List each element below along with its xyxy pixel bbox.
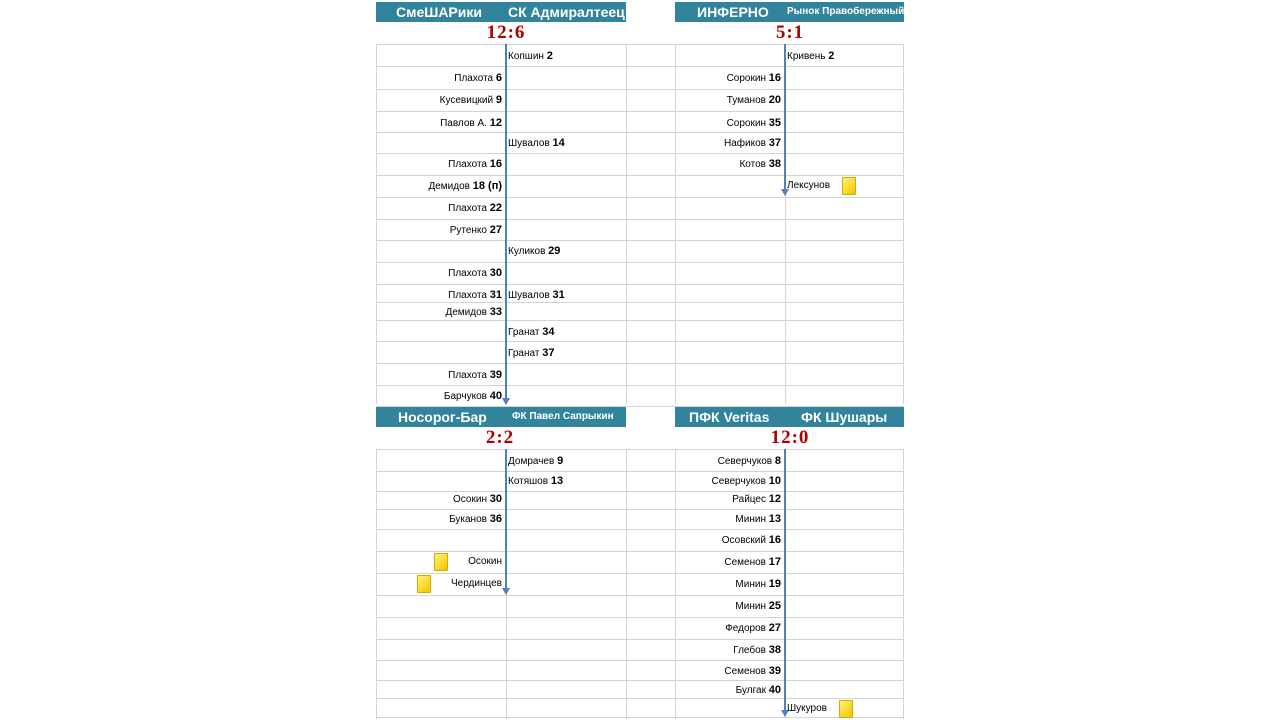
goal-minute: 29 xyxy=(548,245,561,257)
goal-event xyxy=(787,703,827,715)
player-name: Осокин xyxy=(468,556,502,567)
goal-event xyxy=(508,455,563,468)
goal-minute: 31 xyxy=(489,289,502,301)
player-name: Домрачев xyxy=(508,456,555,467)
goal-minute: 30 xyxy=(489,267,502,279)
goal-minute: 40 xyxy=(489,390,502,402)
goal-minute: 8 xyxy=(774,455,781,467)
goal-minute: 16 xyxy=(768,534,781,546)
match-3-home-team: Носорог-Бар xyxy=(398,409,487,425)
player-name: Демидов xyxy=(445,307,487,318)
match-2-score: 5:1 xyxy=(775,22,805,43)
player-name: Кусевицкий xyxy=(439,95,494,106)
goal-minute: 35 xyxy=(768,117,781,129)
goal-event xyxy=(727,117,781,130)
goal-minute: 9 xyxy=(495,94,502,106)
goal-event xyxy=(448,289,502,302)
goal-minute: 12 xyxy=(489,117,502,129)
goal-event xyxy=(468,556,502,568)
goal-event xyxy=(735,578,781,591)
goal-minute: 16 xyxy=(768,72,781,84)
goal-event xyxy=(735,513,781,526)
goal-event xyxy=(508,475,563,488)
match-4-grid xyxy=(675,449,904,719)
goal-event xyxy=(712,475,782,488)
goal-event xyxy=(787,180,830,192)
goal-event xyxy=(448,369,502,382)
match-1-home-team: СмеШАРики xyxy=(396,4,482,20)
goal-minute: 40 xyxy=(768,684,781,696)
goal-minute: 18 (п) xyxy=(472,180,502,192)
goal-event xyxy=(453,493,502,506)
match-4-away-team: ФК Шушары xyxy=(801,409,888,425)
player-name: Рутенко xyxy=(449,225,487,236)
goal-minute: 13 xyxy=(768,513,781,525)
yellow-card-icon xyxy=(434,553,448,571)
player-name: Павлов А. xyxy=(440,118,487,129)
goal-minute: 16 xyxy=(489,158,502,170)
player-name: Плахота xyxy=(448,370,487,381)
player-name: Федоров xyxy=(725,623,766,634)
player-name: Копшин xyxy=(508,51,544,62)
player-name: Гранат xyxy=(508,348,540,359)
goal-event xyxy=(444,390,502,403)
yellow-card-icon xyxy=(842,177,856,195)
player-name: Демидов xyxy=(428,181,470,192)
goal-event xyxy=(735,600,781,613)
match-2-grid xyxy=(675,44,904,404)
goal-event xyxy=(440,94,502,107)
goal-event xyxy=(450,224,502,237)
goal-minute: 10 xyxy=(768,475,781,487)
goal-minute: 14 xyxy=(552,137,565,149)
goal-minute: 19 xyxy=(768,578,781,590)
goal-event xyxy=(508,289,565,302)
match-4-timeline-arrow xyxy=(784,449,786,711)
goal-minute: 2 xyxy=(546,50,553,62)
player-name: Куликов xyxy=(508,246,546,257)
goal-minute: 39 xyxy=(768,665,781,677)
goal-minute: 27 xyxy=(489,224,502,236)
goal-event xyxy=(448,158,502,171)
match-3-score: 2:2 xyxy=(485,427,515,448)
goal-event xyxy=(727,72,781,85)
player-name: Шувалов xyxy=(508,138,550,149)
goal-minute: 20 xyxy=(768,94,781,106)
goal-minute: 30 xyxy=(489,493,502,505)
player-name: Плахота xyxy=(448,268,487,279)
goal-minute: 2 xyxy=(828,50,835,62)
player-name: Райцес xyxy=(732,494,766,505)
goal-event xyxy=(449,513,502,526)
player-name: Кривень xyxy=(787,51,826,62)
goal-event xyxy=(440,117,502,130)
player-name: Плахота xyxy=(454,73,494,84)
match-2-away-team: Рынок Правобережный xyxy=(787,6,905,17)
match-1-header xyxy=(376,2,626,22)
goal-event xyxy=(445,306,502,319)
player-name: Барчуков xyxy=(443,391,487,402)
match-2-header xyxy=(675,2,904,22)
player-name: Северчуков xyxy=(711,476,766,487)
match-1-timeline-arrow xyxy=(505,44,507,399)
match-1-away-team: СК Адмиралтеец xyxy=(508,4,625,20)
match-3-timeline-arrow xyxy=(505,449,507,589)
goal-event xyxy=(508,245,560,258)
player-name: Чердинцев xyxy=(451,578,502,589)
goal-event xyxy=(428,180,502,193)
player-name: Семенов xyxy=(724,666,766,677)
match-2-home-team: ИНФЕРНО xyxy=(697,4,769,20)
goal-minute: 17 xyxy=(768,556,781,568)
player-name: Туманов xyxy=(726,95,766,106)
goal-minute: 33 xyxy=(489,306,502,318)
player-name: Нафиков xyxy=(724,138,766,149)
goal-minute: 38 xyxy=(768,644,781,656)
goal-minute: 27 xyxy=(768,622,781,634)
match-4-header xyxy=(675,407,904,427)
goal-minute: 25 xyxy=(768,600,781,612)
match-3-away-team: ФК Павел Сапрыкин xyxy=(512,411,614,422)
goal-minute: 6 xyxy=(495,72,502,84)
player-name: Минин xyxy=(735,514,766,525)
player-name: Минин xyxy=(735,601,766,612)
yellow-card-icon xyxy=(417,575,431,593)
goal-minute: 22 xyxy=(489,202,502,214)
player-name: Котяшов xyxy=(508,476,549,487)
goal-event xyxy=(454,72,502,85)
goal-minute: 38 xyxy=(768,158,781,170)
match-2-timeline-arrow xyxy=(784,44,786,190)
player-name: Плахота xyxy=(448,159,487,170)
goal-event xyxy=(732,493,781,506)
goal-minute: 9 xyxy=(557,455,564,467)
player-name: Плахота xyxy=(448,290,487,301)
goal-event xyxy=(508,326,554,339)
match-3-header xyxy=(376,407,626,427)
goal-event xyxy=(736,684,781,697)
match-4-score: 12:0 xyxy=(770,427,810,448)
goal-event xyxy=(448,202,502,215)
goal-event xyxy=(508,137,565,150)
goal-minute: 13 xyxy=(550,475,564,487)
player-name: Буканов xyxy=(449,514,487,525)
goal-event xyxy=(508,50,553,63)
goal-event xyxy=(724,137,781,150)
goal-minute: 34 xyxy=(542,326,555,338)
player-name: Плахота xyxy=(448,203,487,214)
match-1-score: 12:6 xyxy=(486,22,526,43)
goal-event xyxy=(724,556,781,569)
goal-event xyxy=(725,622,781,635)
goal-event xyxy=(739,158,781,171)
goal-event xyxy=(722,534,781,547)
player-name: Северчуков xyxy=(717,456,773,467)
goal-event xyxy=(733,644,781,657)
goal-event xyxy=(724,665,781,678)
player-name: Гранат xyxy=(508,327,540,338)
player-name: Семенов xyxy=(724,557,766,568)
goal-minute: 31 xyxy=(552,289,565,301)
goal-event xyxy=(451,578,502,590)
player-name: Лексунов xyxy=(787,180,831,191)
goal-event xyxy=(718,455,781,468)
match-4-home-team: ПФК Veritas xyxy=(689,409,770,425)
player-name: Шукуров xyxy=(787,703,827,714)
player-name: Глебов xyxy=(733,645,766,656)
yellow-card-icon xyxy=(839,700,853,718)
player-name: Булгак xyxy=(735,685,766,696)
player-name: Осокин xyxy=(453,494,487,505)
goal-minute: 36 xyxy=(489,513,502,525)
goal-event xyxy=(508,347,554,360)
player-name: Сорокин xyxy=(726,118,766,129)
goal-event xyxy=(448,267,502,280)
player-name: Минин xyxy=(735,579,766,590)
goal-minute: 39 xyxy=(489,369,502,381)
goal-minute: 37 xyxy=(542,347,555,359)
goal-event xyxy=(727,94,781,107)
player-name: Осовский xyxy=(721,535,766,546)
goal-event xyxy=(787,50,834,63)
player-name: Котов xyxy=(739,159,766,170)
player-name: Сорокин xyxy=(726,73,766,84)
goal-minute: 12 xyxy=(768,493,781,505)
goal-minute: 37 xyxy=(768,137,781,149)
player-name: Шувалов xyxy=(508,290,550,301)
